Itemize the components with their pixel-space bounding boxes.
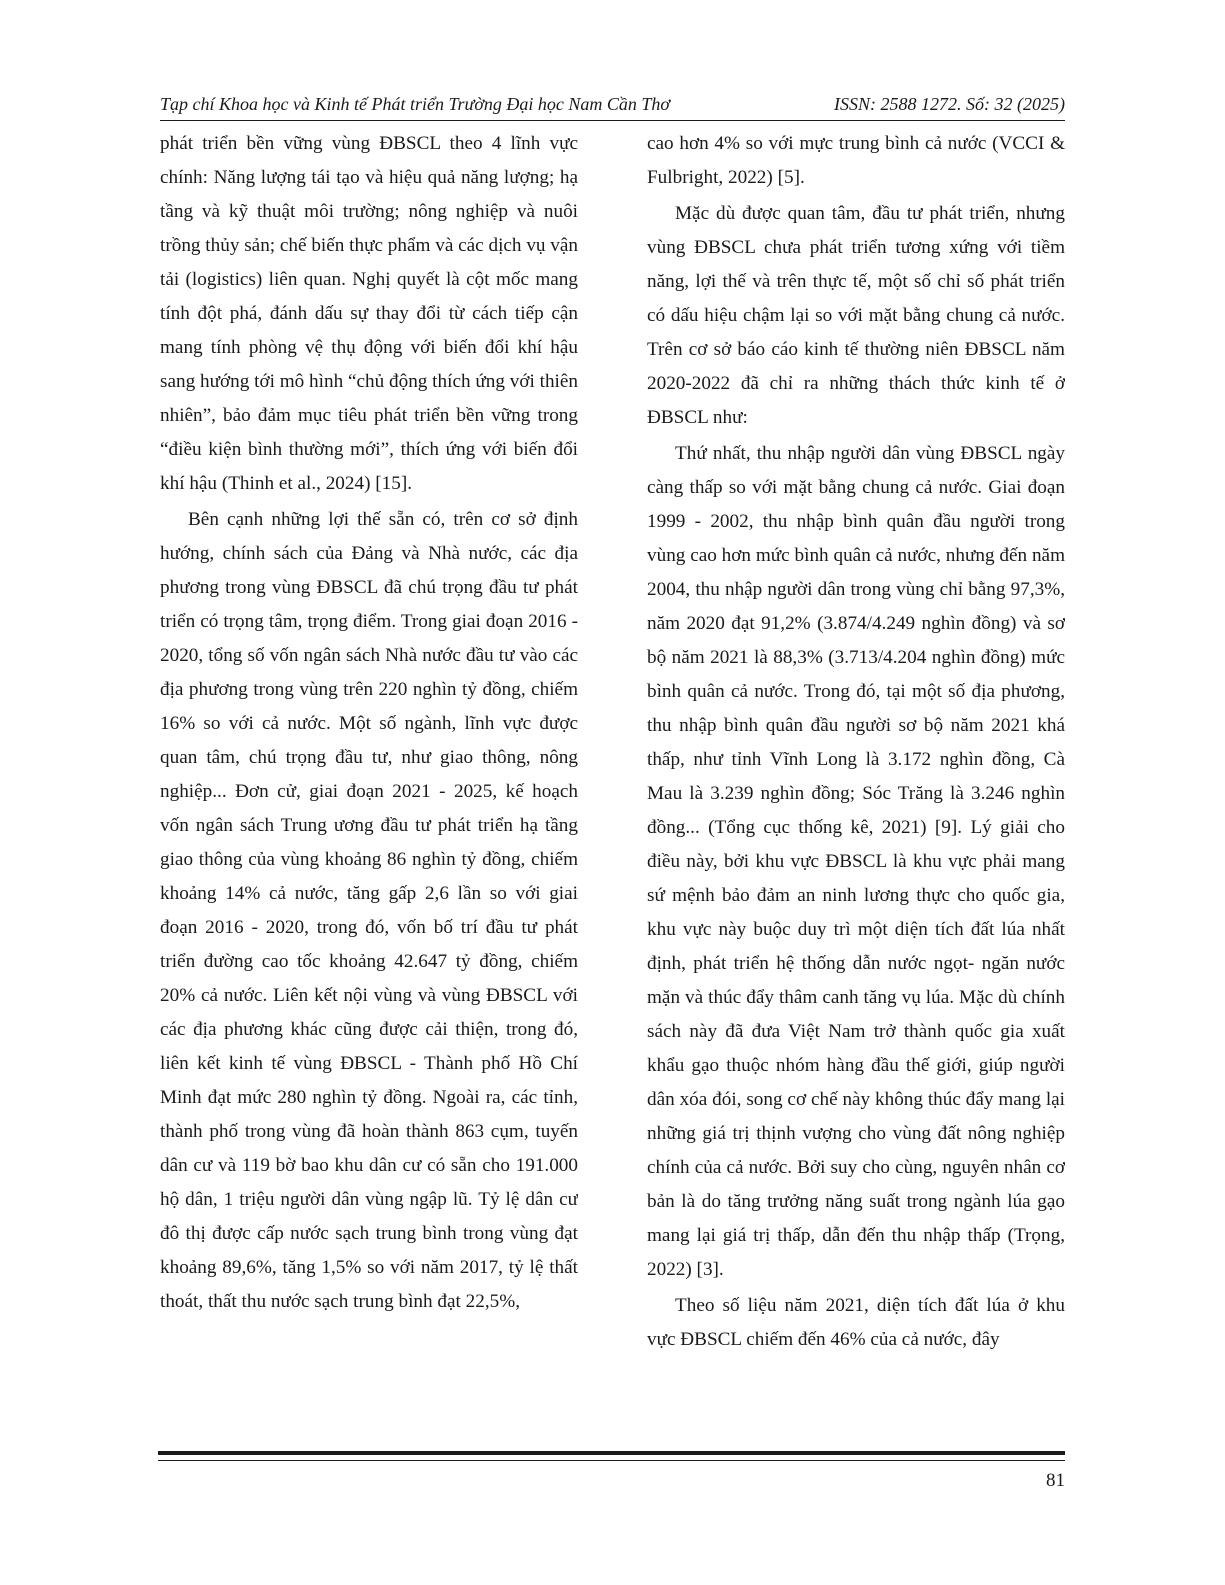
header-rule — [160, 120, 1065, 121]
paragraph-continued: cao hơn 4% so với mực trung bình cả nước (VCCI & Fulbright, 2022) [5]. — [647, 133, 1065, 188]
paragraph: Bên cạnh những lợi thế sẵn có, trên cơ sở định hướng, chính sách của Đảng và Nhà nước, các địa phương trong vùng ĐBSCL đã chú trọng đầu tư phát triển có trọng tâm, trọng điểm. Trong giai đoạn 2016 - 2020, tổng số vốn ngân sách Nhà nước đầu tư vào các địa phương trong vùng trên 220 nghìn tỷ đồng, chiếm 16% so với cả nước. Một số ngành, lĩnh vực được quan tâm, chú trọng đầu tư, như giao thông, nông nghiệp... Đơn cử, giai đoạn 2021 - 2025, kế hoạch vốn ngân sách Trung ương đầu tư phát triển hạ tầng giao thông của vùng khoảng 86 nghìn tỷ đồng, chiếm khoảng 14% cả nước, tăng gấp 2,6 lần so với giai đoạn 2016 - 2020, trong đó, vốn bố trí đầu tư phát triển đường cao tốc khoảng 42.647 tỷ đồng, chiếm 20% cả nước. Liên kết nội vùng và vùng ĐBSCL với các địa phương khác cũng được cải thiện, trong đó, liên kết kinh tế vùng ĐBSCL - Thành phố Hồ Chí Minh đạt mức 280 nghìn tỷ đồng. Ngoài ra, các tỉnh, thành phố trong vùng đã hoàn thành 863 cụm, tuyến dân cư và 119 bờ bao khu dân cư có sẵn cho 191.000 hộ dân, 1 triệu người dân vùng ngập lũ. Tỷ lệ dân cư đô thị được cấp nước sạch trung bình trong vùng đạt khoảng 89,6%, tăng 1,5% so với năm 2017, tỷ lệ thất thoát, thất thu nước sạch trung bình đạt 22,5%, — [160, 509, 578, 1312]
page-number: 81 — [1046, 1470, 1065, 1491]
paragraph-continued: phát triển bền vững vùng ĐBSCL theo 4 lĩnh vực chính: Năng lượng tái tạo và hiệu quả năng lượng; hạ tầng và kỹ thuật môi trường; nông nghiệp và nuôi trồng thủy sản; chế biến thực phẩm và các dịch vụ vận tải (logistics) liên quan. Nghị quyết là cột mốc mang tính đột phá, đánh dấu sự thay đổi từ cách tiếp cận mang tính phòng vệ thụ động với biến đổi khí hậu sang hướng tới mô hình “chủ động thích ứng với thiên nhiên”, bảo đảm mục tiêu phát triển bền vững trong “điều kiện bình thường mới”, thích ứng với biến đổi khí hậu (Thinh et al., 2024) [15]. — [160, 133, 578, 494]
paragraph: Theo số liệu năm 2021, diện tích đất lúa ở khu vực ĐBSCL chiếm đến 46% của cả nước, đây — [647, 1295, 1065, 1350]
paragraph: Mặc dù được quan tâm, đầu tư phát triển, nhưng vùng ĐBSCL chưa phát triển tương xứng với tiềm năng, lợi thế và trên thực tế, một số chỉ số phát triển có dấu hiệu chậm lại so với mặt bằng chung cả nước. Trên cơ sở báo cáo kinh tế thường niên ĐBSCL năm 2020-2022 đã chỉ ra những thách thức kinh tế ở ĐBSCL như: — [647, 203, 1065, 428]
journal-title: Tạp chí Khoa học và Kinh tế Phát triển Trường Đại học Nam Cần Thơ — [160, 94, 671, 114]
right-column — [647, 127, 1065, 1427]
issn-issue: ISSN: 2588 1272. Số: 32 (2025) — [834, 94, 1065, 114]
left-column — [160, 127, 578, 1427]
footer-rule-thick — [158, 1451, 1065, 1455]
paragraph: Thứ nhất, thu nhập người dân vùng ĐBSCL ngày càng thấp so với mặt bằng chung cả nước. Giai đoạn 1999 - 2002, thu nhập bình quân đầu người trong vùng cao hơn mức bình quân cả nước, nhưng đến năm 2004, thu nhập người dân trong vùng chỉ bằng 97,3%, năm 2020 đạt 91,2% (3.874/4.249 nghìn đồng) và sơ bộ năm 2021 là 88,3% (3.713/4.204 nghìn đồng) mức bình quân cả nước. Trong đó, tại một số địa phương, thu nhập bình quân đầu người sơ bộ năm 2021 khá thấp, như tỉnh Vĩnh Long là 3.172 nghìn đồng, Cà Mau là 3.239 nghìn đồng; Sóc Trăng là 3.246 nghìn đồng... (Tổng cục thống kê, 2021) [9]. Lý giải cho điều này, bởi khu vực ĐBSCL là khu vực phải mang sứ mệnh bảo đảm an ninh lương thực cho quốc gia, khu vực này buộc duy trì một diện tích đất lúa nhất định, phát triển hệ thống dẫn nước ngọt- ngăn nước mặn và thúc đẩy thâm canh tăng vụ lúa. Mặc dù chính sách này đã đưa Việt Nam trở thành quốc gia xuất khẩu gạo thuộc nhóm hàng đầu thế giới, giúp người dân xóa đói, song cơ chế này không thúc đẩy mang lại những giá trị thịnh vượng cho vùng đất nông nghiệp chính của cả nước. Bởi suy cho cùng, nguyên nhân cơ bản là do tăng trưởng năng suất trong ngành lúa gạo mang lại giá trị thấp, dẫn đến thu nhập thấp (Trọng, 2022) [3]. — [647, 443, 1065, 1280]
footer-rule-thin — [158, 1460, 1065, 1461]
